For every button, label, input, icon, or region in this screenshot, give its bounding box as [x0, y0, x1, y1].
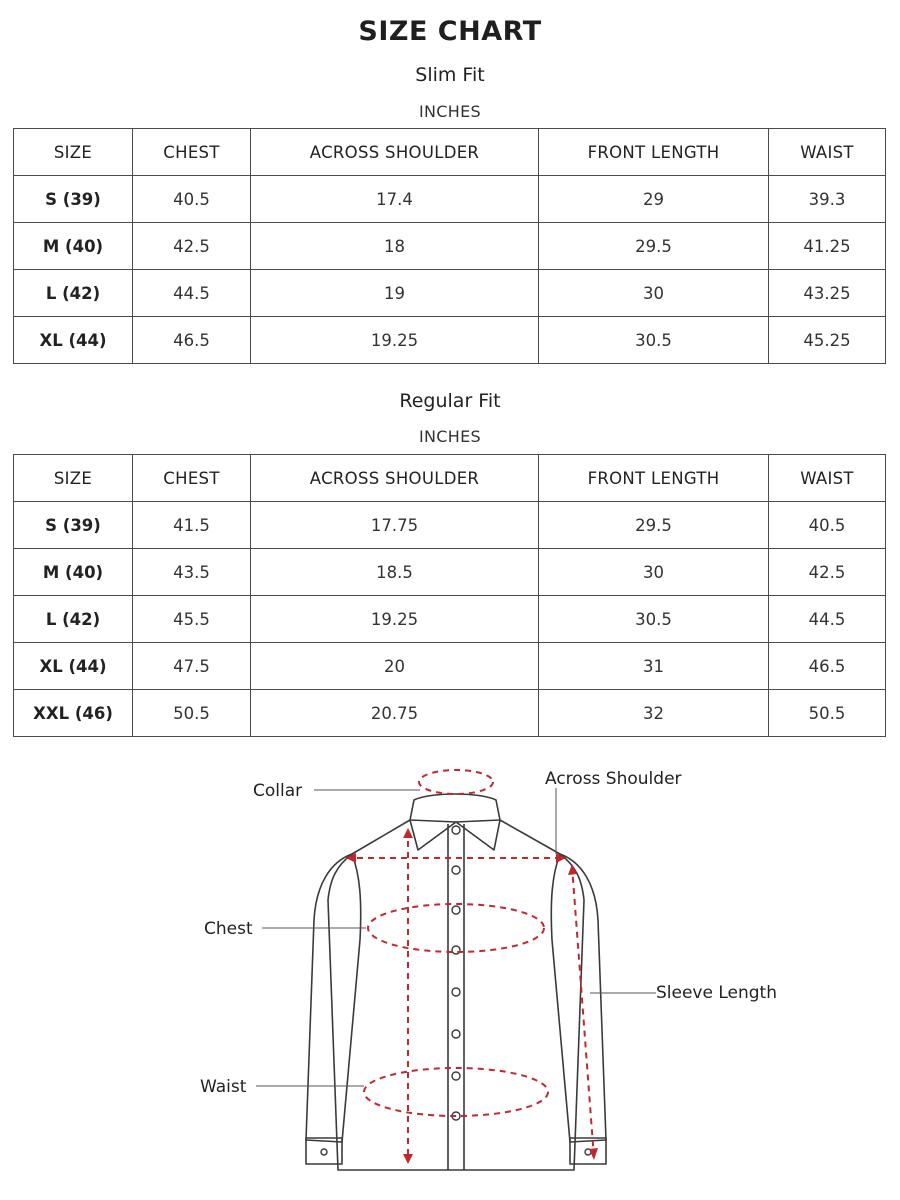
across-shoulder-cell: 19.25 — [251, 317, 539, 364]
left-sleeve — [306, 854, 360, 1142]
column-header-chest: CHEST — [133, 129, 251, 176]
size-cell: L (42) — [14, 596, 133, 643]
front-length-cell: 29.5 — [539, 502, 769, 549]
measurement-guides — [346, 770, 594, 1162]
button — [452, 826, 460, 834]
waist-cell: 40.5 — [769, 502, 886, 549]
table-header-row — [14, 129, 886, 176]
collar-label: Collar — [253, 781, 303, 801]
shirt-measurement-diagram — [0, 750, 900, 1200]
cuff-button — [321, 1149, 327, 1155]
collar-band — [410, 794, 500, 822]
slim-fit-heading: Slim Fit — [415, 64, 485, 86]
table-row — [14, 270, 886, 317]
arrowhead — [568, 864, 577, 875]
regular-fit-table — [13, 454, 886, 737]
table-row — [14, 317, 886, 364]
buttons — [321, 826, 591, 1155]
across-shoulder-cell: 19.25 — [251, 596, 539, 643]
collar-measure-ellipse — [419, 770, 493, 794]
column-header-across-shoulder: ACROSS SHOULDER — [251, 455, 539, 502]
front-length-cell: 29 — [539, 176, 769, 223]
slim-fit-table — [13, 128, 886, 364]
chest-cell: 46.5 — [133, 317, 251, 364]
column-header-waist: WAIST — [769, 455, 886, 502]
waist-cell: 42.5 — [769, 549, 886, 596]
column-header-size: SIZE — [14, 129, 133, 176]
waist-cell: 43.25 — [769, 270, 886, 317]
table-row — [14, 643, 886, 690]
across-shoulder-cell: 17.4 — [251, 176, 539, 223]
chest-cell: 41.5 — [133, 502, 251, 549]
column-header-front-length: FRONT LENGTH — [539, 129, 769, 176]
front-length-cell: 32 — [539, 690, 769, 737]
across-shoulder-cell: 18.5 — [251, 549, 539, 596]
across-shoulder-cell: 18 — [251, 223, 539, 270]
chest-label: Chest — [204, 919, 253, 939]
sleeve-length-label: Sleeve Length — [656, 983, 777, 1003]
button — [452, 866, 460, 874]
size-cell: M (40) — [14, 223, 133, 270]
front-length-cell: 30 — [539, 549, 769, 596]
button — [452, 906, 460, 914]
waist-cell: 41.25 — [769, 223, 886, 270]
front-length-cell: 30.5 — [539, 596, 769, 643]
table-row — [14, 690, 886, 737]
arrowhead — [403, 1154, 413, 1164]
chest-cell: 43.5 — [133, 549, 251, 596]
table-row — [14, 549, 886, 596]
table-row — [14, 223, 886, 270]
chest-cell: 45.5 — [133, 596, 251, 643]
size-cell: M (40) — [14, 549, 133, 596]
chest-cell: 44.5 — [133, 270, 251, 317]
regular-fit-heading: Regular Fit — [399, 390, 501, 412]
column-header-front-length: FRONT LENGTH — [539, 455, 769, 502]
across-shoulder-cell: 20.75 — [251, 690, 539, 737]
across-shoulder-cell: 19 — [251, 270, 539, 317]
waist-cell: 44.5 — [769, 596, 886, 643]
right-sleeve — [552, 854, 606, 1142]
measurement-arrowheads — [346, 828, 598, 1164]
column-header-across-shoulder: ACROSS SHOULDER — [251, 129, 539, 176]
table-row — [14, 502, 886, 549]
button — [452, 988, 460, 996]
size-cell: S (39) — [14, 502, 133, 549]
table-row — [14, 176, 886, 223]
waist-cell: 39.3 — [769, 176, 886, 223]
chest-cell: 50.5 — [133, 690, 251, 737]
across-shoulder-cell: 17.75 — [251, 502, 539, 549]
collar-points — [410, 820, 500, 850]
size-cell: S (39) — [14, 176, 133, 223]
button — [452, 1030, 460, 1038]
page-title: SIZE CHART — [358, 16, 542, 47]
front-length-cell: 31 — [539, 643, 769, 690]
size-cell: L (42) — [14, 270, 133, 317]
table-header-row — [14, 455, 886, 502]
size-cell: XL (44) — [14, 317, 133, 364]
button — [452, 1072, 460, 1080]
front-length-cell: 30.5 — [539, 317, 769, 364]
size-cell: XL (44) — [14, 643, 133, 690]
waist-cell: 45.25 — [769, 317, 886, 364]
regular-fit-unit: INCHES — [419, 427, 481, 446]
chest-cell: 42.5 — [133, 223, 251, 270]
column-header-size: SIZE — [14, 455, 133, 502]
waist-cell: 50.5 — [769, 690, 886, 737]
front-length-cell: 29.5 — [539, 223, 769, 270]
chest-cell: 47.5 — [133, 643, 251, 690]
column-header-waist: WAIST — [769, 129, 886, 176]
size-cell: XXL (46) — [14, 690, 133, 737]
waist-cell: 46.5 — [769, 643, 886, 690]
across-shoulder-cell: 20 — [251, 643, 539, 690]
slim-fit-unit: INCHES — [419, 102, 481, 121]
across-shoulder-label: Across Shoulder — [545, 769, 682, 789]
column-header-chest: CHEST — [133, 455, 251, 502]
chest-cell: 40.5 — [133, 176, 251, 223]
table-row — [14, 596, 886, 643]
waist-label: Waist — [200, 1077, 247, 1097]
front-length-cell: 30 — [539, 270, 769, 317]
arrowhead — [403, 828, 413, 838]
